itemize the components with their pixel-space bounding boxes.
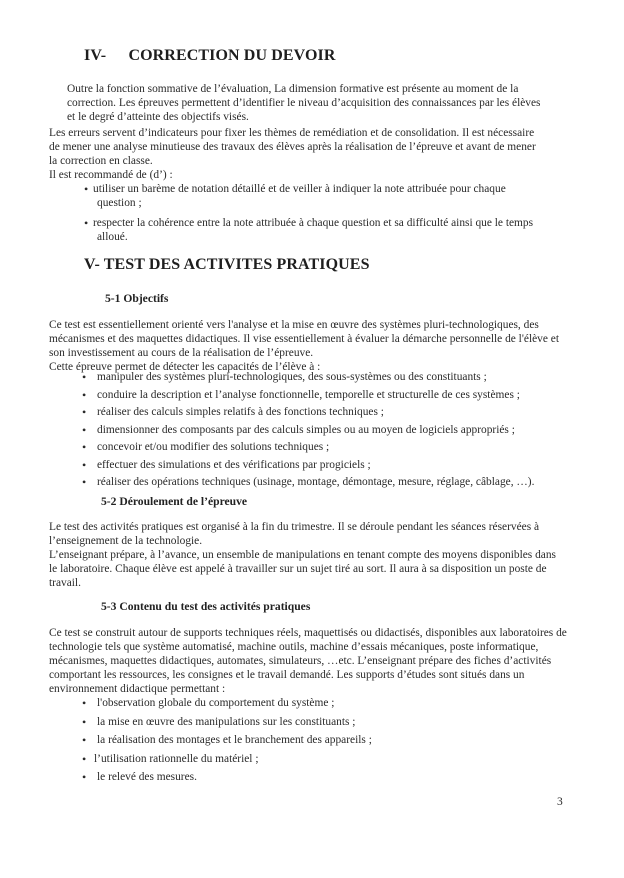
subsection-5-1-heading: 5-1 Objectifs: [105, 292, 169, 305]
bullet-icon: •: [82, 751, 87, 766]
text-line: mécanismes, maquettes didactiques, automates, simulateurs, …etc. L’enseignant prépare des fiches d’activités: [49, 655, 552, 667]
section-5-title: TEST DES ACTIVITES PRATIQUES: [103, 256, 370, 273]
subsection-5-2-heading: 5-2 Déroulement de l’épreuve: [101, 495, 248, 508]
list-item-text: réaliser des calculs simples relatifs à des fonctions techniques ;: [97, 406, 384, 418]
list-item: [82, 752, 372, 771]
list-item-text: l’utilisation rationnelle du matériel ;: [94, 752, 259, 765]
text-line: de mener une analyse minutieuse des travaux des élèves après la réalisation de l’épreuve et avant de mener: [49, 141, 536, 153]
list-item-text: la mise en œuvre des manipulations sur les constituants ;: [97, 715, 356, 728]
subsection-5-3-heading: 5-3 Contenu du test des activités pratiques: [101, 600, 311, 613]
list-item-text: la réalisation des montages et le branchement des appareils ;: [97, 734, 372, 746]
subsection-5-3-paragraph: [49, 626, 567, 696]
list-item-text: l'observation globale du comportement du système ;: [97, 697, 335, 709]
bullet-icon: •: [84, 216, 89, 230]
list-item-text: question ;: [97, 197, 142, 209]
bullet-icon: •: [82, 405, 87, 419]
section-4-number: IV-: [84, 47, 107, 64]
list-item: [82, 696, 372, 715]
section-4-paragraph: [49, 126, 536, 182]
list-item: [82, 388, 534, 406]
text-line: travail.: [49, 577, 81, 589]
subsection-5-3-bullet-list: [82, 696, 372, 789]
bullet-icon: •: [84, 182, 89, 196]
subsection-5-2-paragraph: [49, 520, 556, 590]
list-item-text: concevoir et/ou modifier des solutions techniques ;: [97, 441, 330, 453]
bullet-icon: •: [82, 696, 87, 710]
list-item-text: manipuler des systèmes pluri-technologiques, des sous-systèmes ou des constituants ;: [97, 371, 487, 383]
bullet-icon: •: [82, 387, 87, 402]
list-item: [82, 770, 372, 789]
list-item: [82, 440, 534, 458]
bullet-icon: •: [82, 440, 87, 454]
text-line: comportant les ressources, les consignes et le travail demandé. Les supports d’études sont situés dans un: [49, 669, 525, 681]
section-5-number: V-: [84, 256, 100, 273]
section-4-title: CORRECTION DU DEVOIR: [128, 47, 336, 64]
text-line: son investissement au cours de la réalisation de l’épreuve.: [49, 347, 314, 359]
section-4-heading: [84, 49, 335, 63]
list-item-text: dimensionner des composants par des calculs simples ou au moyen de logiciels appropriés ;: [97, 423, 515, 436]
list-item-text: utiliser un barème de notation détaillé et de veiller à indiquer la note attribuée pour chaque: [93, 183, 506, 195]
text-line: Ce test est essentiellement orienté vers l'analyse et la mise en œuvre des systèmes pluri-technologiques, des: [49, 319, 539, 331]
text-line: la correction en classe.: [49, 155, 153, 167]
text-line: l’enseignement de la technologie.: [49, 535, 203, 547]
text-line: environnement didactique permettant :: [49, 683, 226, 695]
text-line: L’enseignant prépare, à l’avance, un ensemble de manipulations en tenant compte des moyens disponibles dans: [49, 549, 556, 561]
page-number: 3: [557, 796, 563, 808]
text-line: et le degré d’atteinte des objectifs visés.: [67, 111, 249, 123]
text-line: Il est recommandé de (d’) :: [49, 169, 173, 181]
list-item-text: le relevé des mesures.: [97, 771, 197, 783]
list-item: [84, 216, 533, 250]
bullet-icon: •: [82, 770, 87, 784]
bullet-icon: •: [82, 422, 87, 437]
list-item: [82, 715, 372, 734]
text-line: technologie tels que système automatisé, machine outils, machine d’essais mécaniques, poste informatique,: [49, 641, 539, 653]
list-item-text: réaliser des opérations techniques (usinage, montage, démontage, mesure, réglage, câblage, …).: [97, 476, 535, 488]
text-line: mécanismes et des maquettes didactiques. Il vise essentiellement à évaluer la démarche personnelle de l'élève et: [49, 333, 559, 345]
list-item: [82, 370, 534, 388]
section-4-intro: [67, 82, 540, 124]
text-line: Ce test se construit autour de supports techniques réels, maquettisés ou didactisés, disponibles aux laboratoires de: [49, 627, 567, 639]
list-item-text: effectuer des simulations et des vérifications par progiciels ;: [97, 458, 371, 471]
text-line: Les erreurs servent d’indicateurs pour fixer les thèmes de remédiation et de consolidation. Il est nécessaire: [49, 127, 535, 139]
text-line: le laboratoire. Chaque élève est appelé à travailler sur un sujet tiré au sort. Il aura à sa disposition un poste de: [49, 563, 547, 575]
list-item: [84, 182, 533, 216]
list-item: [82, 733, 372, 752]
subsection-5-1-paragraph: [49, 318, 559, 374]
list-item: [82, 458, 534, 476]
section-5-heading: [84, 258, 370, 272]
section-4-bullet-list: [84, 182, 533, 250]
list-item-text: conduire la description et l’analyse fonctionnelle, temporelle et structurelle de ces systèmes ;: [97, 388, 520, 401]
bullet-icon: •: [82, 457, 87, 472]
list-item: [82, 423, 534, 441]
bullet-icon: •: [82, 714, 87, 729]
list-item: [82, 405, 534, 423]
bullet-icon: •: [82, 370, 87, 384]
subsection-5-1-bullet-list: [82, 370, 534, 493]
text-line: correction. Les épreuves permettent d’identifier le niveau d’acquisition des connaissances par les élèves: [67, 97, 541, 109]
text-line: Cette épreuve permet de détecter les capacités de l’élève à :: [49, 361, 321, 373]
bullet-icon: •: [82, 733, 87, 747]
list-item-text: respecter la cohérence entre la note attribuée à chaque question et sa difficulté ainsi que le temps: [93, 217, 534, 229]
text-line: Outre la fonction sommative de l’évaluation, La dimension formative est présente au moment de la: [67, 83, 519, 95]
bullet-icon: •: [82, 475, 87, 489]
list-item-text: alloué.: [97, 231, 128, 243]
list-item: [82, 475, 534, 493]
text-line: Le test des activités pratiques est organisé à la fin du trimestre. Il se déroule pendant les séances réservées à: [49, 521, 540, 533]
